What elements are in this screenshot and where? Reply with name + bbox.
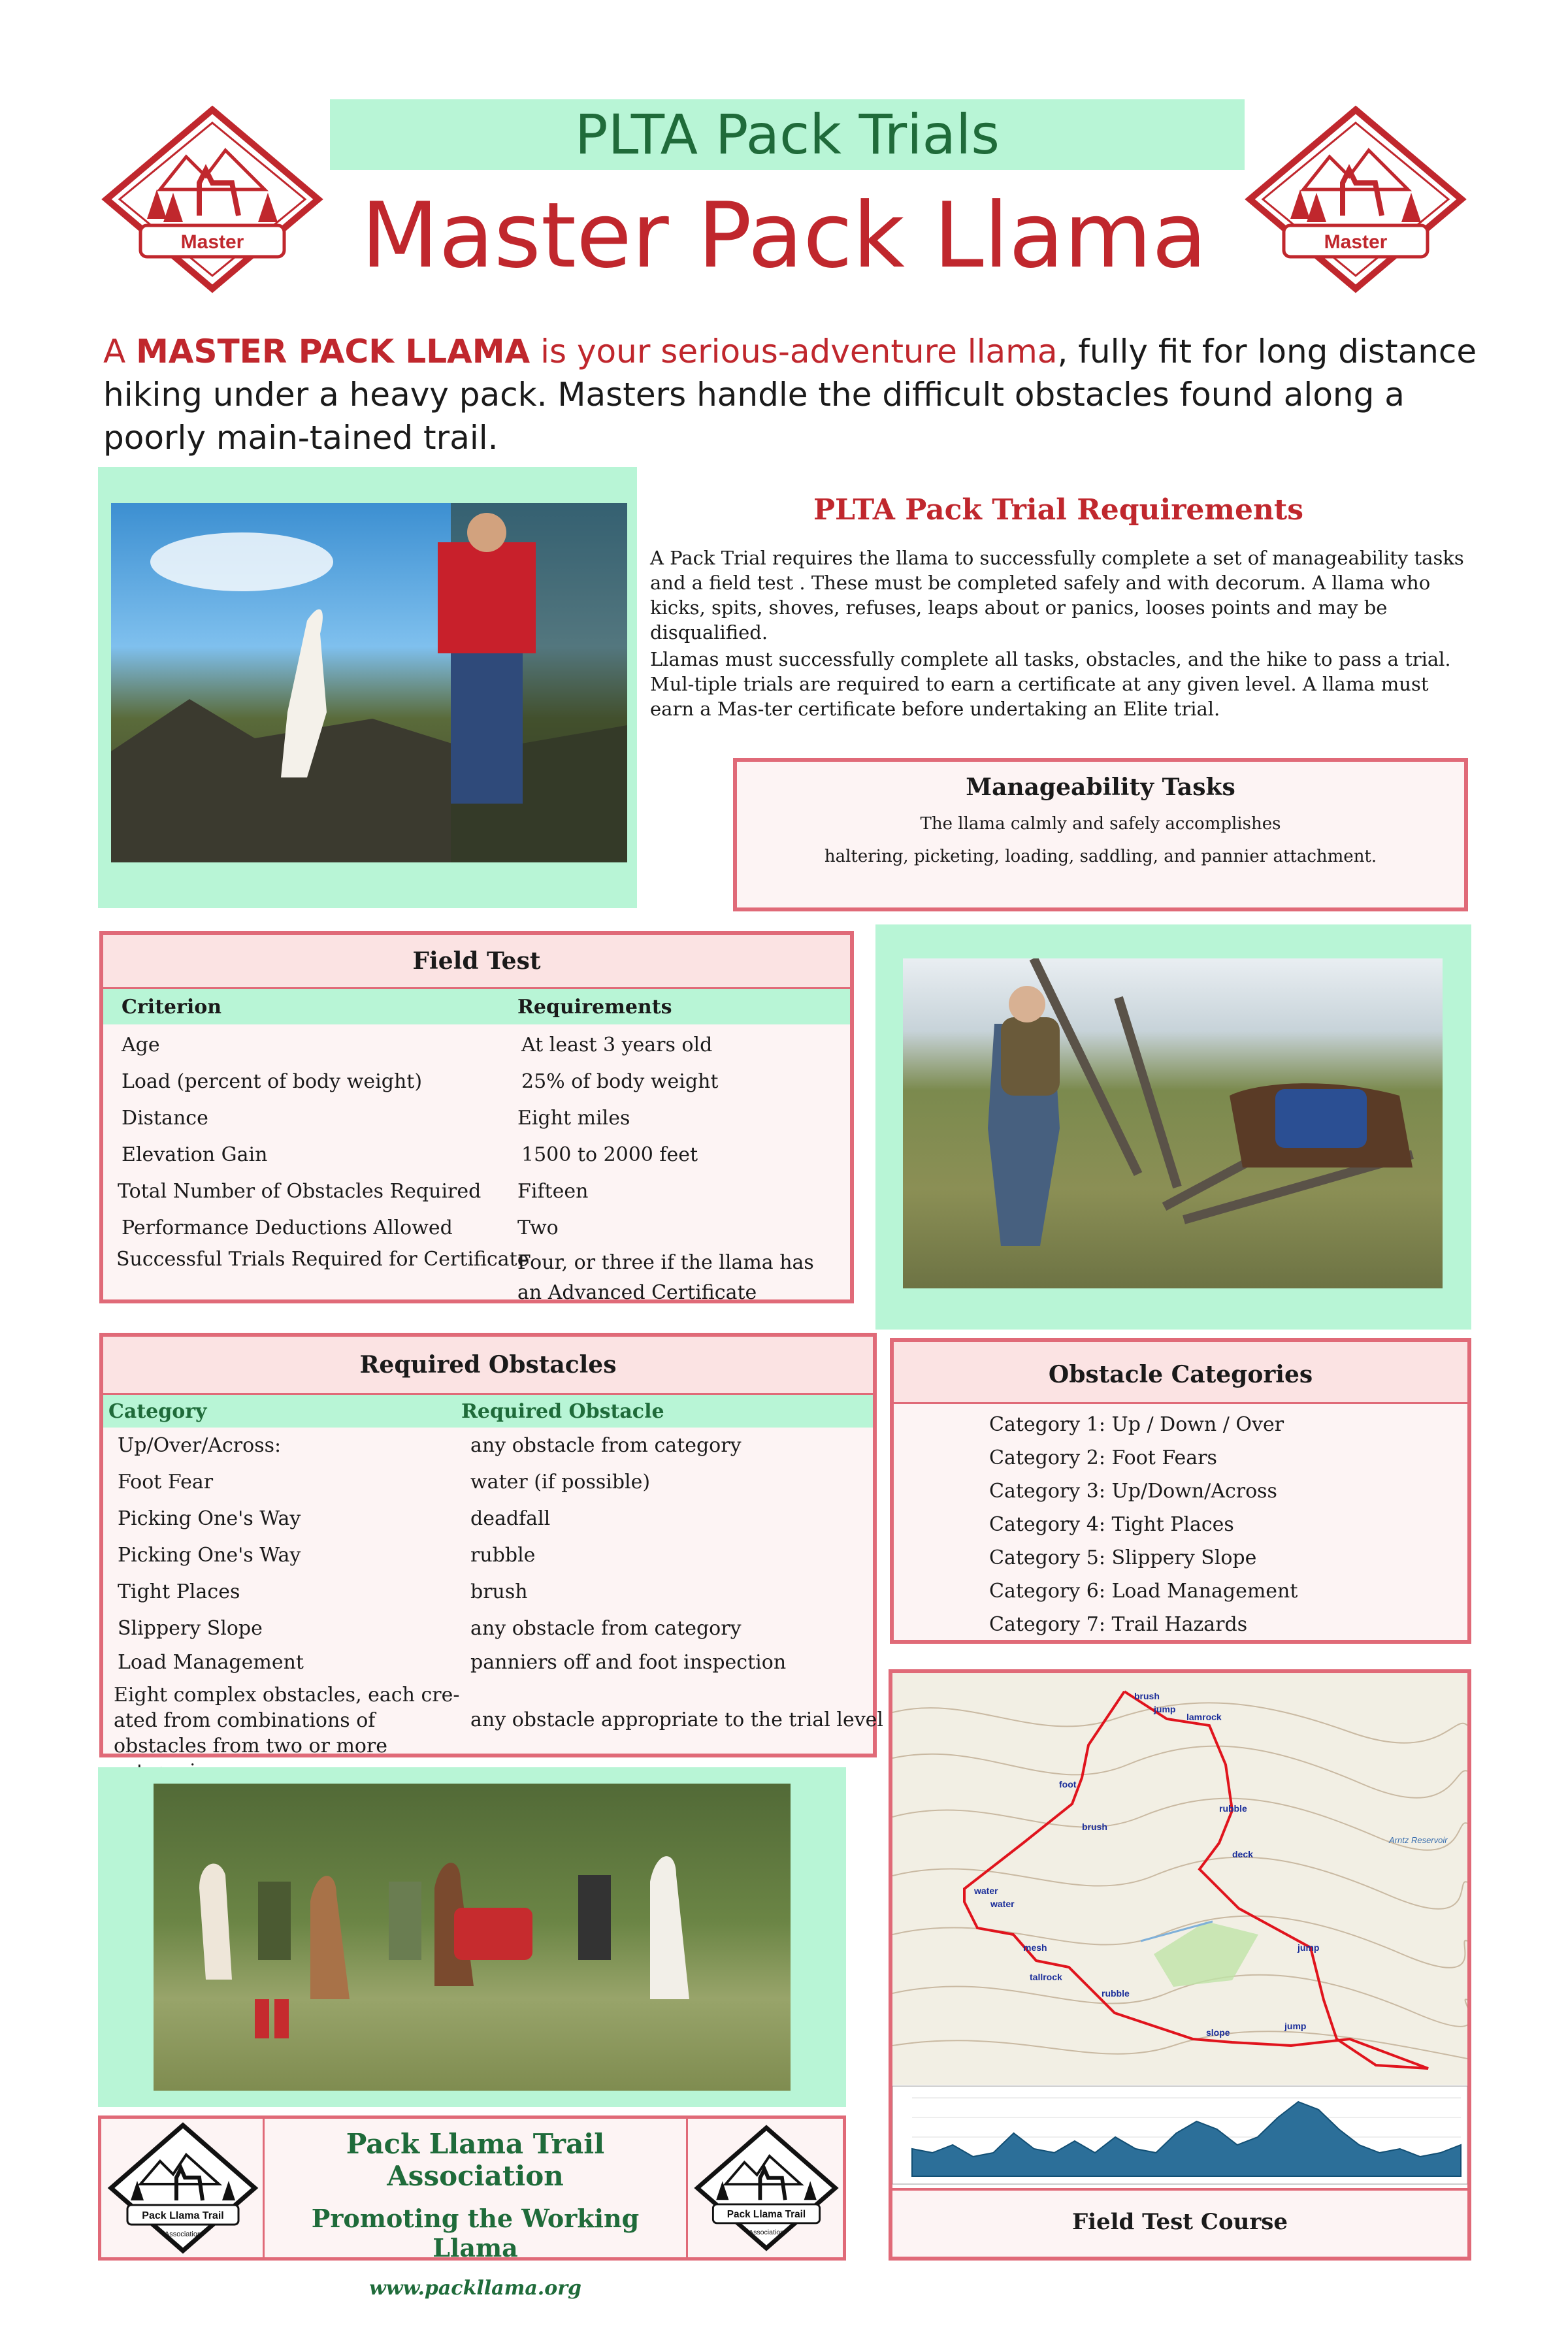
plta-logo-icon	[688, 2119, 845, 2257]
obstacles-header-row: Category Required Obstacle	[103, 1395, 873, 1428]
svg-text:Pack Llama Trail: Pack Llama Trail	[142, 2210, 224, 2221]
svg-text:Association: Association	[164, 2230, 202, 2238]
map-box	[889, 1669, 1471, 2261]
list-item: Category 7: Trail Hazards	[989, 1613, 1248, 1636]
photo-llama-crossing-deadfall	[903, 958, 1443, 1288]
intro-paragraph: A MASTER PACK LLAMA is your serious-adventure llama, fully fit for long distance hiking under a heavy pack. Masters handle the difficult obstacles found along a poorly main-tained trail.	[103, 333, 1477, 457]
requirements-heading: PLTA Pack Trial Requirements	[813, 493, 1304, 527]
supertitle: PLTA Pack Trials	[574, 103, 1000, 167]
field-test-course-map	[892, 1673, 1467, 2257]
field-test-heading: Field Test	[103, 935, 850, 989]
svg-text:Master: Master	[1324, 231, 1388, 253]
field-test-box	[99, 931, 854, 1303]
photo-hiker-with-llama	[111, 503, 627, 862]
page-title: Master Pack Llama	[361, 183, 1207, 288]
obstacles-rows: Up/Over/Across: any obstacle from category Foot Fear water (if possible) Picking One's Way deadfall Picking One's Way rubble Tight Places brush Slippery Slope any obstacle from category Load Management panniers off and foot inspection Eight complex obstacles, each cre-ated from combinations of obstacles from two or more any obstacle appropriate to the trial level	[114, 1434, 884, 1757]
master-badge-left	[101, 105, 323, 294]
map-label: brush	[1134, 1691, 1160, 1701]
list-item: Category 2: Foot Fears	[989, 1446, 1217, 1469]
list-item: Category 4: Tight Places	[989, 1513, 1234, 1536]
svg-text:Pack Llama Trail: Pack Llama Trail	[727, 2209, 806, 2221]
footer-org-name: Pack Llama Trail Association	[346, 2128, 605, 2192]
map-caption: Field Test Course	[1071, 2209, 1288, 2235]
photo-panel-deadfall	[875, 924, 1471, 1330]
footer-url[interactable]: www.packllama.org	[368, 2277, 582, 2300]
plta-logo-icon	[101, 2119, 265, 2257]
list-item: Category 3: Up/Down/Across	[989, 1480, 1277, 1503]
footer-tagline: Promoting the Working Llama	[311, 2204, 640, 2262]
master-badge-right	[1245, 105, 1467, 294]
list-item: Category 6: Load Management	[989, 1580, 1298, 1603]
map-label: jump	[1298, 1942, 1320, 1953]
map-label: tallrock	[1030, 1972, 1062, 1982]
svg-text:Master: Master	[180, 231, 244, 253]
categories-list	[894, 1404, 1467, 1641]
field-test-rows: Age At least 3 years old Load (percent of body weight) 25% of body weight Distance Eight miles Elevation Gain 1500 to 2000 feet Total Number of Obstacles Required Fifteen Performance Deductions Allowed Two Successful Trials Required for Certificate Four, or three if the llama has an Advanced Certificate	[116, 1034, 814, 1304]
map-label: foot	[1059, 1779, 1077, 1789]
manageability-heading: Manageability Tasks	[966, 774, 1235, 801]
map-label: brush	[1082, 1821, 1107, 1832]
map-label: lamrock	[1186, 1712, 1222, 1722]
obstacle-categories-box	[890, 1338, 1471, 1644]
map-label: rubble	[1102, 1988, 1130, 1999]
map-label: jump	[1284, 2021, 1307, 2031]
manageability-line-1: The llama calmly and safely accomplishes	[920, 814, 1281, 834]
supertitle-banner	[330, 99, 1245, 170]
map-label: water	[974, 1886, 998, 1896]
list-item: Category 5: Slippery Slope	[989, 1546, 1257, 1569]
master-badge-icon	[101, 105, 323, 294]
map-label: mesh	[1023, 1942, 1047, 1953]
photo-panel-group	[98, 1767, 846, 2107]
requirements-para-1: A Pack Trial requires the llama to successfully complete a set of manageability tasks and a field test . These must be completed safely and with decorum. A llama who kicks, spits, shoves, refuses, leaps about or panics, looses points and may be disqualified.	[650, 547, 1464, 644]
manageability-line-2: haltering, picketing, loading, saddling, and pannier attachment.	[824, 847, 1377, 866]
list-item: Category 1: Up / Down / Over	[989, 1413, 1284, 1436]
map-label: water	[990, 1899, 1015, 1909]
footer-logo-left	[101, 2119, 265, 2257]
photo-hikers-with-llamas	[154, 1784, 791, 2091]
footer-org-block	[265, 2119, 686, 2300]
svg-text:Association: Association	[749, 2229, 784, 2237]
footer-box	[98, 2115, 846, 2300]
required-obstacles-box	[99, 1333, 884, 1757]
footer-logo-right	[686, 2119, 843, 2257]
master-badge-icon	[1245, 105, 1467, 294]
manageability-box	[733, 758, 1468, 911]
map-label: jump	[1154, 1704, 1176, 1714]
map-place-label: Arntz Reservoir	[1389, 1835, 1448, 1845]
map-label: rubble	[1219, 1803, 1247, 1814]
photo-panel-hiker	[98, 467, 637, 908]
field-test-header-row: Criterion Requirements	[103, 989, 850, 1024]
required-obstacles-heading: Required Obstacles	[103, 1337, 873, 1395]
requirements-para-2: Llamas must successfully complete all tasks, obstacles, and the hike to pass a trial. Mul-tiple trials are required to earn a certificate at any given level. A llama must earn a Mas-ter certificate before undertaking an Elite trial.	[650, 648, 1451, 720]
map-label: slope	[1206, 2027, 1230, 2038]
map-label: deck	[1232, 1849, 1253, 1859]
obstacle-categories-heading: Obstacle Categories	[894, 1342, 1467, 1404]
